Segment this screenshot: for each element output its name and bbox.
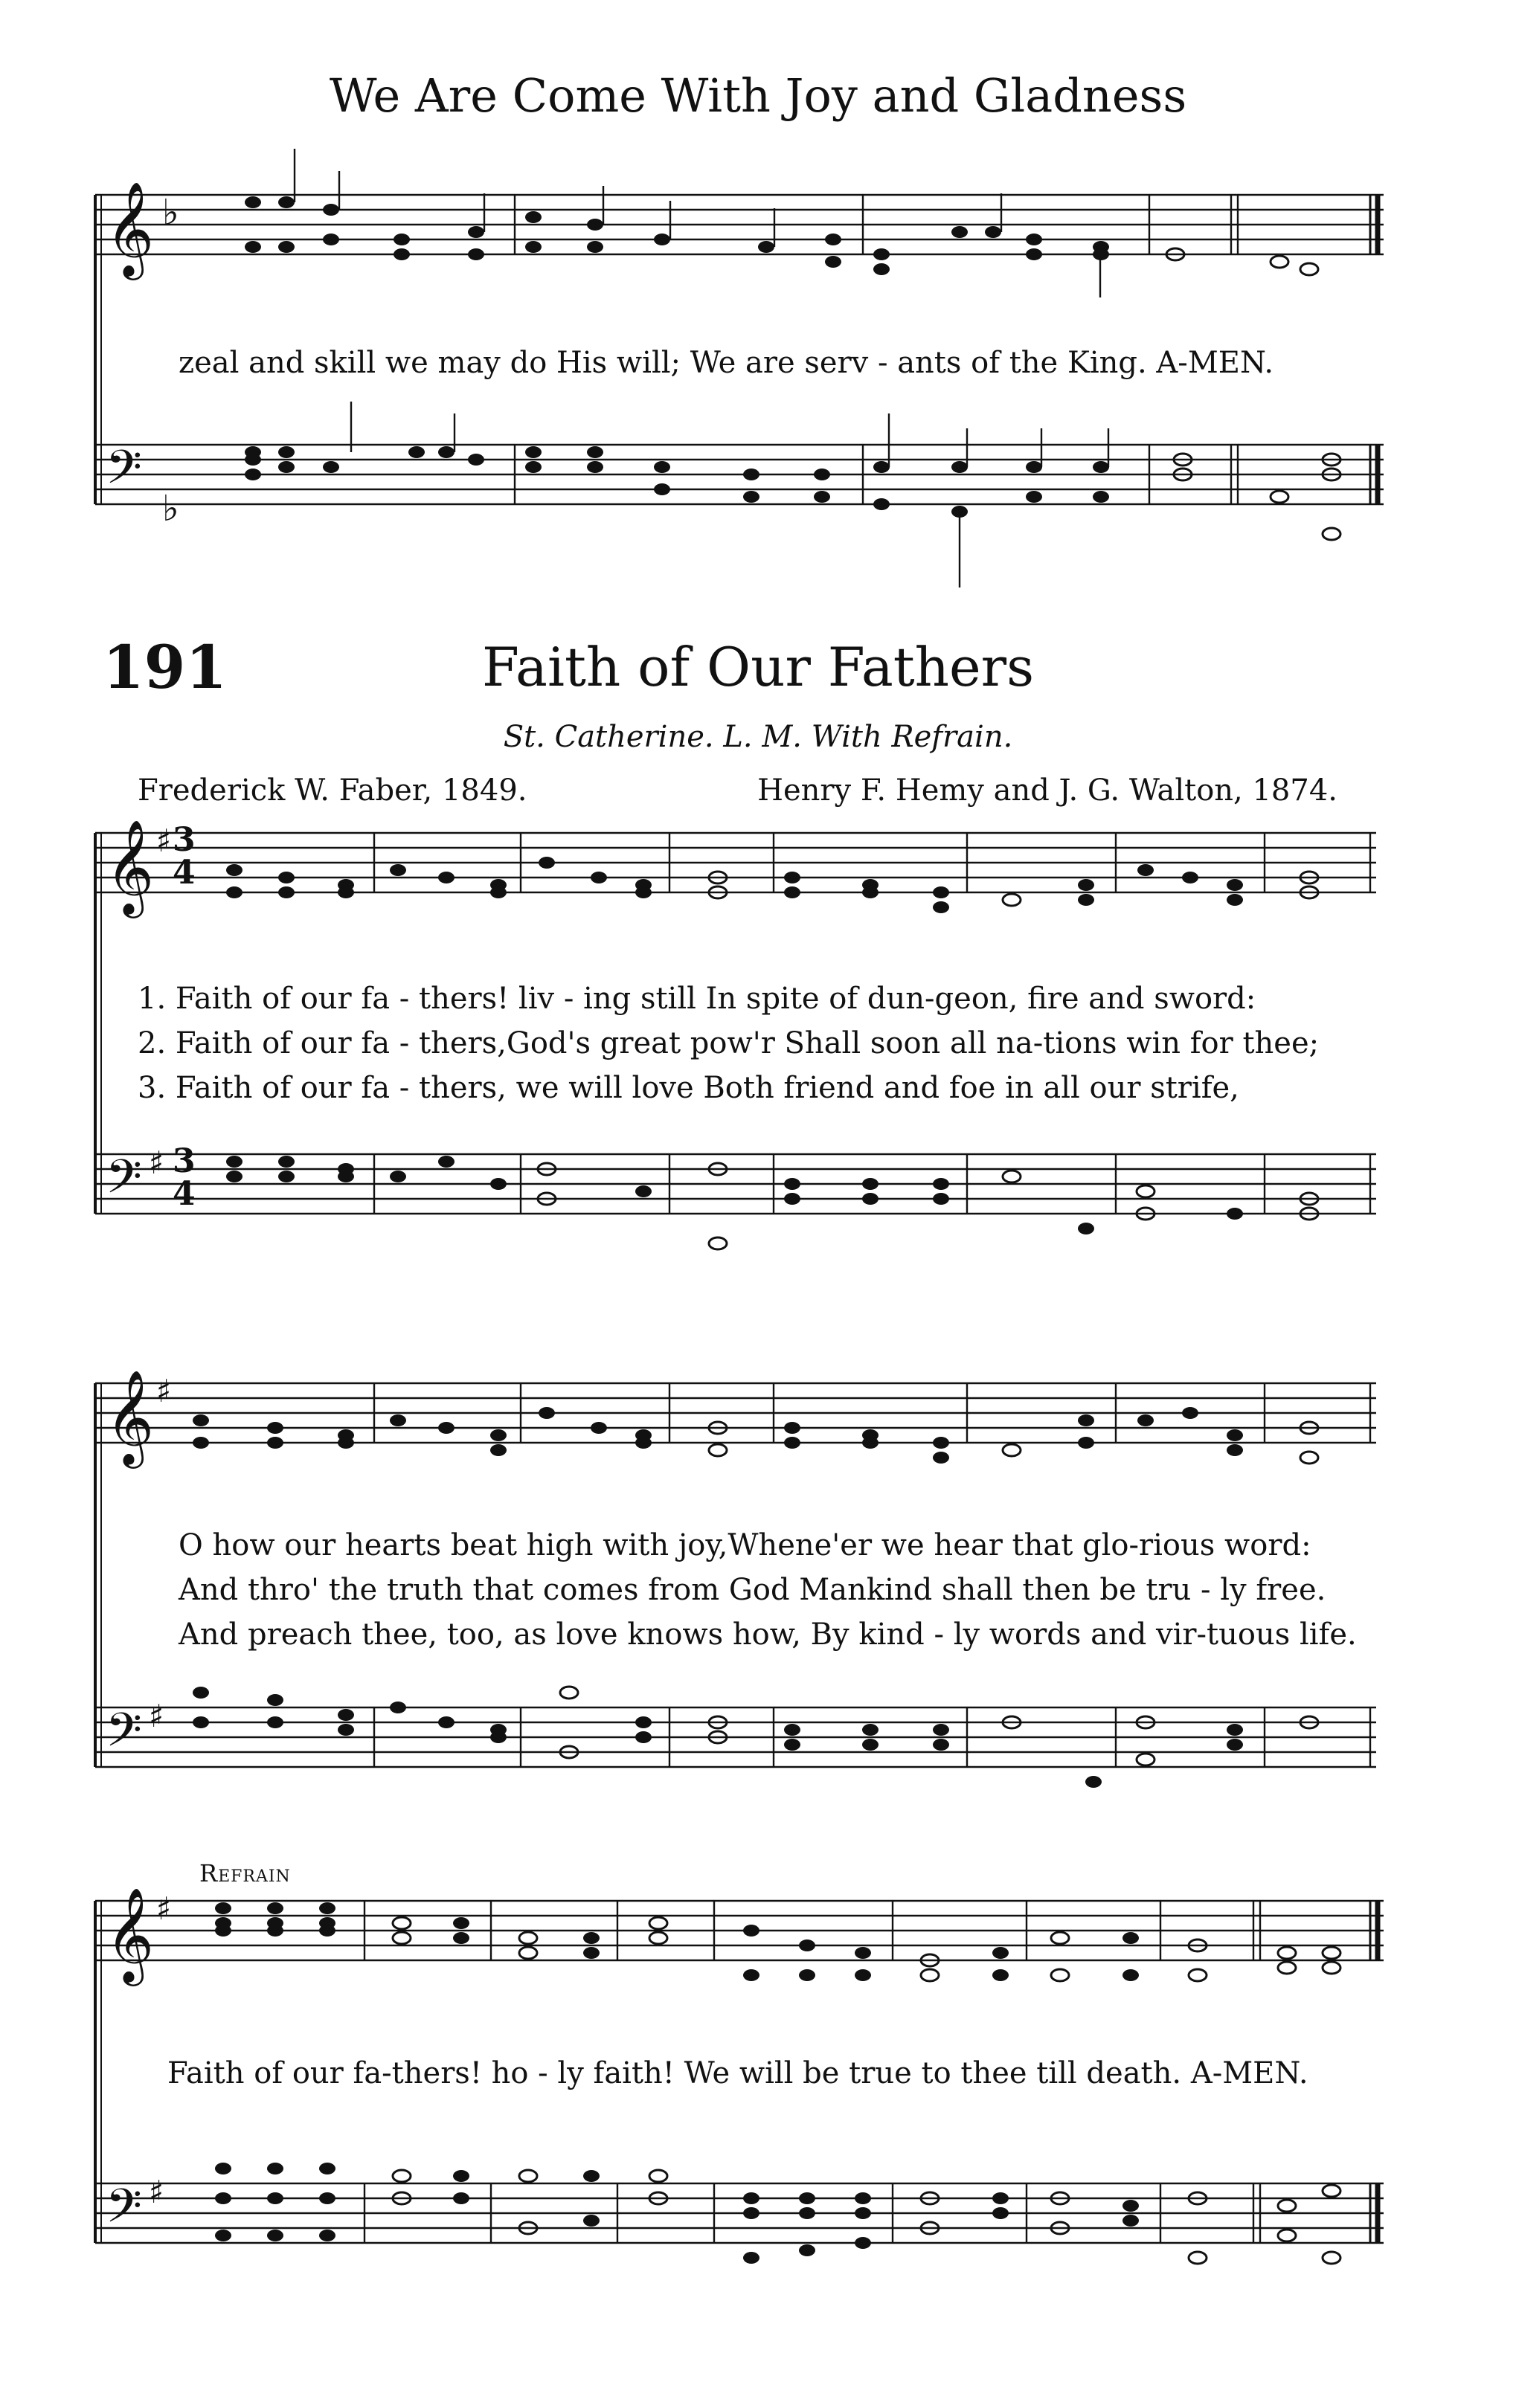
time-signature-bass	[173, 1142, 196, 1213]
svg-text:♯: ♯	[149, 2174, 164, 2210]
author-credit: Frederick W. Faber, 1849.	[138, 773, 527, 808]
top-hymn-title: We Are Come With Joy and Gladness	[329, 68, 1187, 123]
verse-line: And thro' the truth that comes from God Mankind shall then be tru - ly free.	[179, 1573, 1326, 1607]
svg-text:𝄞: 𝄞	[106, 1887, 155, 1982]
svg-text:♯: ♯	[149, 1698, 164, 1734]
svg-text:𝄢: 𝄢	[106, 2178, 142, 2244]
svg-text:𝄞: 𝄞	[106, 1369, 155, 1464]
verse-line: O how our hearts beat high with joy,Whene'er we hear that glo-rious word:	[179, 1528, 1311, 1562]
svg-text:♯: ♯	[156, 1373, 172, 1409]
time-sig-top: 3	[173, 1142, 196, 1180]
svg-text:𝄢: 𝄢	[106, 1149, 142, 1215]
time-sig-bottom: 4	[173, 1175, 196, 1213]
hymn-number: 191	[103, 632, 227, 702]
verse-line: 2. Faith of our fa - thers,God's great pow'r Shall soon all na-tions win for thee;	[138, 1026, 1320, 1060]
verse-line: And preach thee, too, as love knows how, By kind - ly words and vir-tuous life.	[179, 1617, 1357, 1652]
svg-text:𝄢: 𝄢	[106, 1702, 142, 1768]
time-sig-top: 3	[173, 821, 196, 859]
verse-line: 3. Faith of our fa - thers, we will love Both friend and foe in all our strife,	[138, 1071, 1239, 1105]
composer-credit: Henry F. Hemy and J. G. Walton, 1874.	[757, 773, 1337, 808]
verse-line: 1. Faith of our fa - thers! liv - ing still In spite of dun-geon, fire and sword:	[138, 982, 1256, 1016]
tune-meter: St. Catherine. L. M. With Refrain.	[503, 720, 1013, 754]
svg-text:♯: ♯	[156, 1890, 172, 1927]
hymn-title: Faith of Our Fathers	[481, 636, 1035, 698]
refrain-label: Refrain	[199, 1859, 291, 1887]
svg-text:𝄞: 𝄞	[106, 819, 155, 914]
time-signature-treble	[173, 821, 196, 892]
time-sig-bottom: 4	[173, 854, 196, 892]
svg-text:♭: ♭	[162, 488, 179, 529]
svg-text:𝄢: 𝄢	[106, 440, 142, 506]
svg-text:♯: ♯	[156, 822, 172, 859]
refrain-lyric: Faith of our fa-thers! ho - ly faith! We will be true to thee till death. A-MEN.	[167, 2056, 1308, 2090]
svg-text:♭: ♭	[162, 192, 179, 234]
svg-text:𝄞: 𝄞	[106, 181, 155, 276]
svg-text:♯: ♯	[149, 1145, 164, 1181]
top-hymn-lyric: zeal and skill we may do His will; We are serv - ants of the King. A-MEN.	[179, 346, 1274, 380]
